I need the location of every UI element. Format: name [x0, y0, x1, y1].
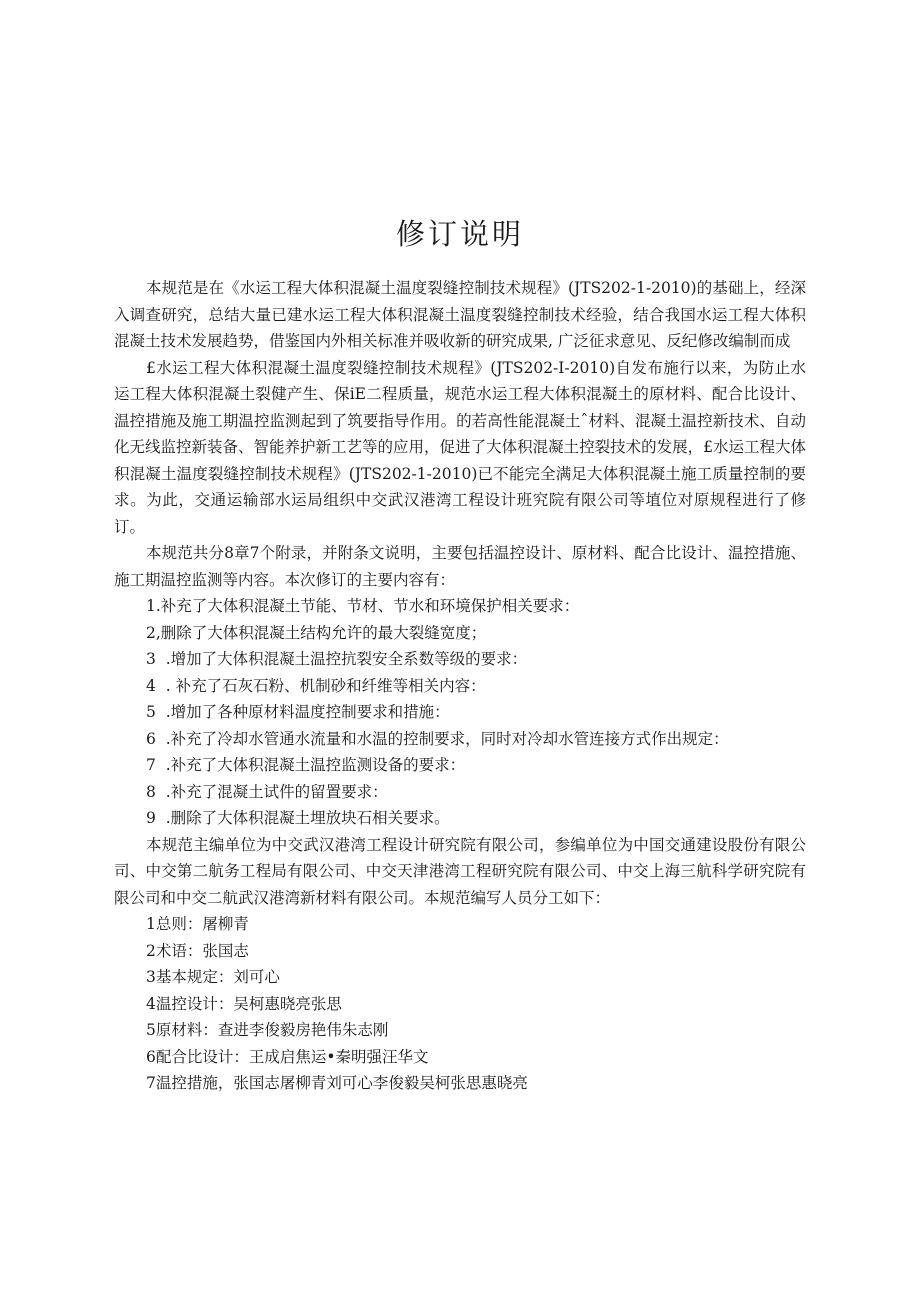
page-title: 修订说明 — [395, 217, 524, 251]
assignment-item: 5原材料：查进李俊毅房艳伟朱志刚 — [146, 1021, 389, 1039]
assignment-list — [114, 911, 806, 1097]
revision-item: 9 .删除了大体积混凝土埋放块石相关要求。 — [146, 809, 450, 827]
assignment-item: 7温控措施，张国志屠柳青刘可心李俊毅吴柯张思惠晓亮 — [146, 1074, 528, 1092]
revision-item: 1.补充了大体积混凝土节能、节材、节水和环境保护相关要求： — [146, 597, 580, 615]
assignment-item: 6配合比设计：王成启焦运•秦明强汪华文 — [146, 1047, 429, 1066]
revision-list — [114, 593, 806, 832]
intro-paragraph: 本规范是在《水运工程大体积混凝土温度裂缝控制技术规程》(JTS202-1-2010)的基础上，经深入调查研究，总结大量已建水运工程大体积混凝土温度裂缝控制技术经验，结合我国水运工程大体积混凝土技术发展趋势，借鉴国内外相关标准并吸收新的研究成果, 广泛征求意见、反纪修改编制而成 — [114, 279, 806, 350]
assignment-item: 4温控设计：吴柯惠晓亮张思 — [146, 994, 342, 1013]
revision-item: 2,删除了大体积混凝土结构允许的最大裂缝宽度； — [146, 623, 487, 642]
revision-item: 6 .补充了冷却水管通水流量和水温的控制要求，同时对冷却水管连接方式作出规定： — [146, 729, 729, 748]
revision-item: 8 .补充了混凝土试件的留置要求： — [146, 782, 388, 801]
revision-item: 7 .补充了大体积混凝土温控监测设备的要求： — [146, 756, 466, 774]
document-body — [114, 275, 806, 1097]
revision-item: 3 .增加了大体积混凝土温控抗裂安全系数等级的要求： — [146, 650, 528, 668]
background-paragraph: £水运工程大体积混凝土温度裂缝控制技术规程》(JTS202-I-2010)自发布施行以来，为防止水运工程大体积混凝土裂健产生、保iE二程质量，规范水运工程大体积混凝土的原材料、配合比设计、温控措施及施工期温控监测起到了筑要指导作用。的若高性能混凝土ˆ材料、混凝土温控新技术、自动化无线监控新装备、智能养护新工艺等的应用，促进了大体积混凝土控裂技术的发展，£水运工程大体积混凝土温度裂缝控制技术规程》(JTS202-1-2010)已不能完全满足大体积混凝土施工质量控制的要求。为此，交通运输部水运局组织中交武汉港湾工程设计班究院有限公司等埴位对原规程进行了修订。 — [114, 358, 806, 536]
assignment-item: 3基本规定：刘可心 — [146, 968, 280, 986]
assignment-item: 1总则：屠柳青 — [146, 915, 249, 933]
assignment-item: 2术语：张国志 — [146, 941, 249, 960]
revision-item: 5 .增加了各种原材料温度控制要求和措施： — [146, 703, 450, 721]
scope-paragraph: 本规范共分8章7个附录，并附条文说明，主要包括温控设计、原材料、配合比设计、温控措施、施工期温控监测等内容。本次修订的主要内容有： — [114, 544, 806, 589]
revision-item: 4 . 补充了石灰石粉、机制砂和纤维等相关内容： — [146, 676, 486, 695]
editors-paragraph: 本规范主编单位为中交武汉港湾工程设计研究院有限公司，参编单位为中国交通建设股份有限公司、中交第二航务工程局有限公司、中交天津港湾工程研究院有限公司、中交上海三航科学研究院有限公司和中交二航武汉港湾新材料有限公司。本规范编写人员分工如下： — [114, 835, 806, 907]
